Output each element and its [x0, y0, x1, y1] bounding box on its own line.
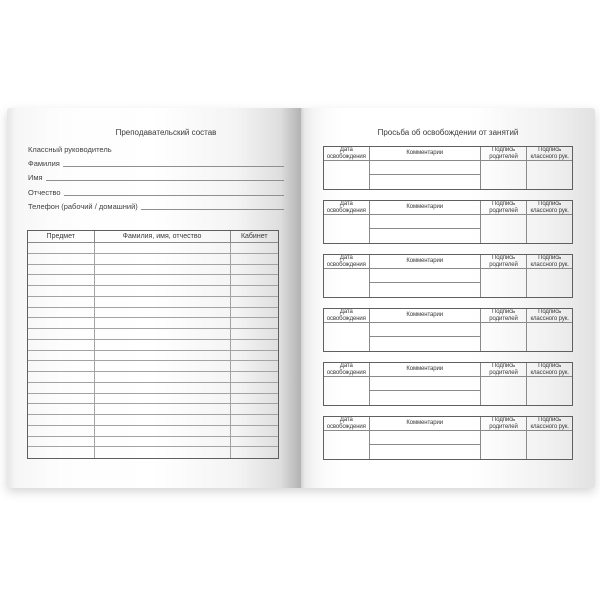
staff-table-empty-cell [231, 372, 279, 383]
staff-table-empty-cell [28, 351, 95, 362]
staff-table-empty-cell [95, 265, 231, 276]
field-label: Отчество [28, 187, 61, 197]
release-request-block [323, 416, 573, 460]
form-field-row [28, 168, 284, 183]
staff-table-empty-cell [28, 404, 95, 415]
right-page-title: Просьба об освобождении от занятий [377, 128, 519, 137]
comments-header-cell: Комментарии [370, 255, 481, 269]
parents-signature-empty-cell [481, 161, 528, 189]
parents-signature-header-cell: Подпись родителей [481, 255, 528, 269]
staff-table-empty-cell [28, 447, 95, 458]
staff-table-empty-cell [28, 308, 95, 319]
teacher-signature-empty-cell [527, 161, 572, 189]
staff-table-empty-cell [95, 437, 231, 448]
comments-empty-cell [370, 391, 481, 405]
staff-table-empty-cell [231, 329, 279, 340]
staff-table-empty-cell [95, 394, 231, 405]
staff-table-empty-cell [95, 340, 231, 351]
comments-empty-cell [370, 323, 481, 337]
staff-table-empty-cell [95, 404, 231, 415]
staff-table-empty-cell [95, 426, 231, 437]
staff-table-empty-cell [95, 383, 231, 394]
field-label: Фамилия [28, 158, 60, 168]
staff-table-empty-cell [231, 394, 279, 405]
staff-table-empty-cell [28, 254, 95, 265]
comments-header-cell: Комментарии [370, 309, 481, 323]
date-empty-cell [324, 377, 370, 405]
release-request-block [323, 200, 573, 244]
teacher-signature-header-cell: Подпись классного рук. [527, 309, 572, 323]
staff-table-empty-cell [231, 275, 279, 286]
staff-table-empty-cell [28, 372, 95, 383]
date-header-cell: Дата освобождения [324, 201, 370, 215]
staff-table-empty-cell [231, 361, 279, 372]
write-in-line [64, 195, 284, 196]
staff-table-empty-cell [231, 351, 279, 362]
staff-table-header-room: Кабинет [231, 231, 279, 243]
staff-table-empty-cell [28, 318, 95, 329]
staff-table-empty-cell [28, 275, 95, 286]
staff-table-empty-cell [28, 243, 95, 254]
teacher-signature-header-cell: Подпись классного рук. [527, 147, 572, 161]
staff-table-empty-cell [28, 265, 95, 276]
staff-table-empty-cell [231, 447, 279, 458]
staff-table-empty-cell [231, 404, 279, 415]
date-header-cell: Дата освобождения [324, 363, 370, 377]
staff-table-empty-cell [95, 275, 231, 286]
teacher-signature-empty-cell [527, 323, 572, 351]
parents-signature-header-cell: Подпись родителей [481, 201, 528, 215]
comments-header-cell: Комментарии [370, 201, 481, 215]
staff-table-empty-cell [231, 340, 279, 351]
parents-signature-empty-cell [481, 377, 528, 405]
open-diary-book [7, 108, 595, 488]
staff-table-header-subject: Предмет [28, 231, 95, 243]
comments-header-cell: Комментарии [370, 417, 481, 431]
staff-table-empty-cell [231, 383, 279, 394]
left-page [7, 108, 301, 488]
staff-table-empty-cell [95, 447, 231, 458]
release-request-block [323, 362, 573, 406]
release-request-block [323, 146, 573, 190]
parents-signature-empty-cell [481, 323, 528, 351]
staff-table-empty-cell [28, 329, 95, 340]
field-label: Имя [28, 173, 43, 182]
parents-signature-header-cell: Подпись родителей [481, 363, 528, 377]
form-field-row [28, 182, 284, 197]
staff-table-empty-cell [28, 394, 95, 405]
staff-table-empty-cell [95, 243, 231, 254]
form-field-row [28, 153, 284, 168]
staff-table-empty-cell [231, 254, 279, 265]
staff-table-empty-cell [95, 308, 231, 319]
comments-empty-cell [370, 175, 481, 189]
staff-table-empty-cell [95, 318, 231, 329]
date-header-cell: Дата освобождения [324, 309, 370, 323]
left-page-title: Преподавательский состав [115, 128, 217, 137]
write-in-line [63, 166, 284, 167]
staff-table-empty-cell [28, 361, 95, 372]
teacher-signature-empty-cell [527, 431, 572, 459]
staff-table-empty-cell [95, 329, 231, 340]
staff-table-empty-cell [28, 415, 95, 426]
comments-empty-cell [370, 283, 481, 297]
comments-header-cell: Комментарии [370, 363, 481, 377]
staff-table-empty-cell [95, 254, 231, 265]
staff-table-empty-cell [95, 286, 231, 297]
staff-table-empty-cell [28, 286, 95, 297]
comments-empty-cell [370, 337, 481, 351]
release-request-block [323, 254, 573, 298]
staff-table-empty-cell [28, 340, 95, 351]
parents-signature-header-cell: Подпись родителей [481, 417, 528, 431]
teacher-signature-empty-cell [527, 215, 572, 243]
parents-signature-header-cell: Подпись родителей [481, 309, 528, 323]
date-header-cell: Дата освобождения [324, 147, 370, 161]
staff-table-empty-cell [28, 437, 95, 448]
staff-table-empty-cell [28, 426, 95, 437]
staff-table-empty-cell [95, 415, 231, 426]
staff-table-empty-cell [231, 265, 279, 276]
staff-table-empty-cell [231, 286, 279, 297]
date-header-cell: Дата освобождения [324, 417, 370, 431]
staff-table-empty-cell [231, 426, 279, 437]
date-empty-cell [324, 323, 370, 351]
staff-table-empty-cell [231, 415, 279, 426]
class-teacher-label: Классный руководитель [28, 145, 112, 154]
comments-empty-cell [370, 161, 481, 175]
parents-signature-empty-cell [481, 431, 528, 459]
comments-header-cell: Комментарии [370, 147, 481, 161]
comments-empty-cell [370, 229, 481, 243]
staff-table-empty-cell [231, 437, 279, 448]
staff-table-header-name: Фамилия, имя, отчество [95, 231, 231, 243]
teacher-signature-header-cell: Подпись классного рук. [527, 201, 572, 215]
comments-empty-cell [370, 431, 481, 445]
teacher-signature-empty-cell [527, 269, 572, 297]
write-in-line [141, 209, 284, 210]
write-in-line [46, 180, 284, 181]
right-page [301, 108, 595, 488]
staff-table-empty-cell [28, 383, 95, 394]
date-empty-cell [324, 269, 370, 297]
staff-table [27, 230, 279, 459]
staff-table-empty-cell [231, 297, 279, 308]
staff-table-empty-cell [231, 318, 279, 329]
comments-empty-cell [370, 215, 481, 229]
parents-signature-header-cell: Подпись родителей [481, 147, 528, 161]
comments-empty-cell [370, 269, 481, 283]
staff-table-empty-cell [28, 297, 95, 308]
class-teacher-fields [28, 153, 284, 211]
staff-table-empty-cell [95, 372, 231, 383]
release-request-block [323, 308, 573, 352]
comments-empty-cell [370, 377, 481, 391]
field-label: Телефон (рабочий / домашний) [28, 202, 138, 211]
comments-empty-cell [370, 445, 481, 459]
staff-table-empty-cell [95, 351, 231, 362]
date-empty-cell [324, 431, 370, 459]
staff-table-empty-cell [231, 243, 279, 254]
teacher-signature-header-cell: Подпись классного рук. [527, 417, 572, 431]
teacher-signature-empty-cell [527, 377, 572, 405]
staff-table-empty-cell [231, 308, 279, 319]
form-field-row [28, 197, 284, 212]
staff-table-empty-cell [95, 297, 231, 308]
date-empty-cell [324, 161, 370, 189]
parents-signature-empty-cell [481, 215, 528, 243]
parents-signature-empty-cell [481, 269, 528, 297]
release-blocks [323, 146, 573, 470]
teacher-signature-header-cell: Подпись классного рук. [527, 255, 572, 269]
date-header-cell: Дата освобождения [324, 255, 370, 269]
date-empty-cell [324, 215, 370, 243]
teacher-signature-header-cell: Подпись классного рук. [527, 363, 572, 377]
staff-table-empty-cell [95, 361, 231, 372]
